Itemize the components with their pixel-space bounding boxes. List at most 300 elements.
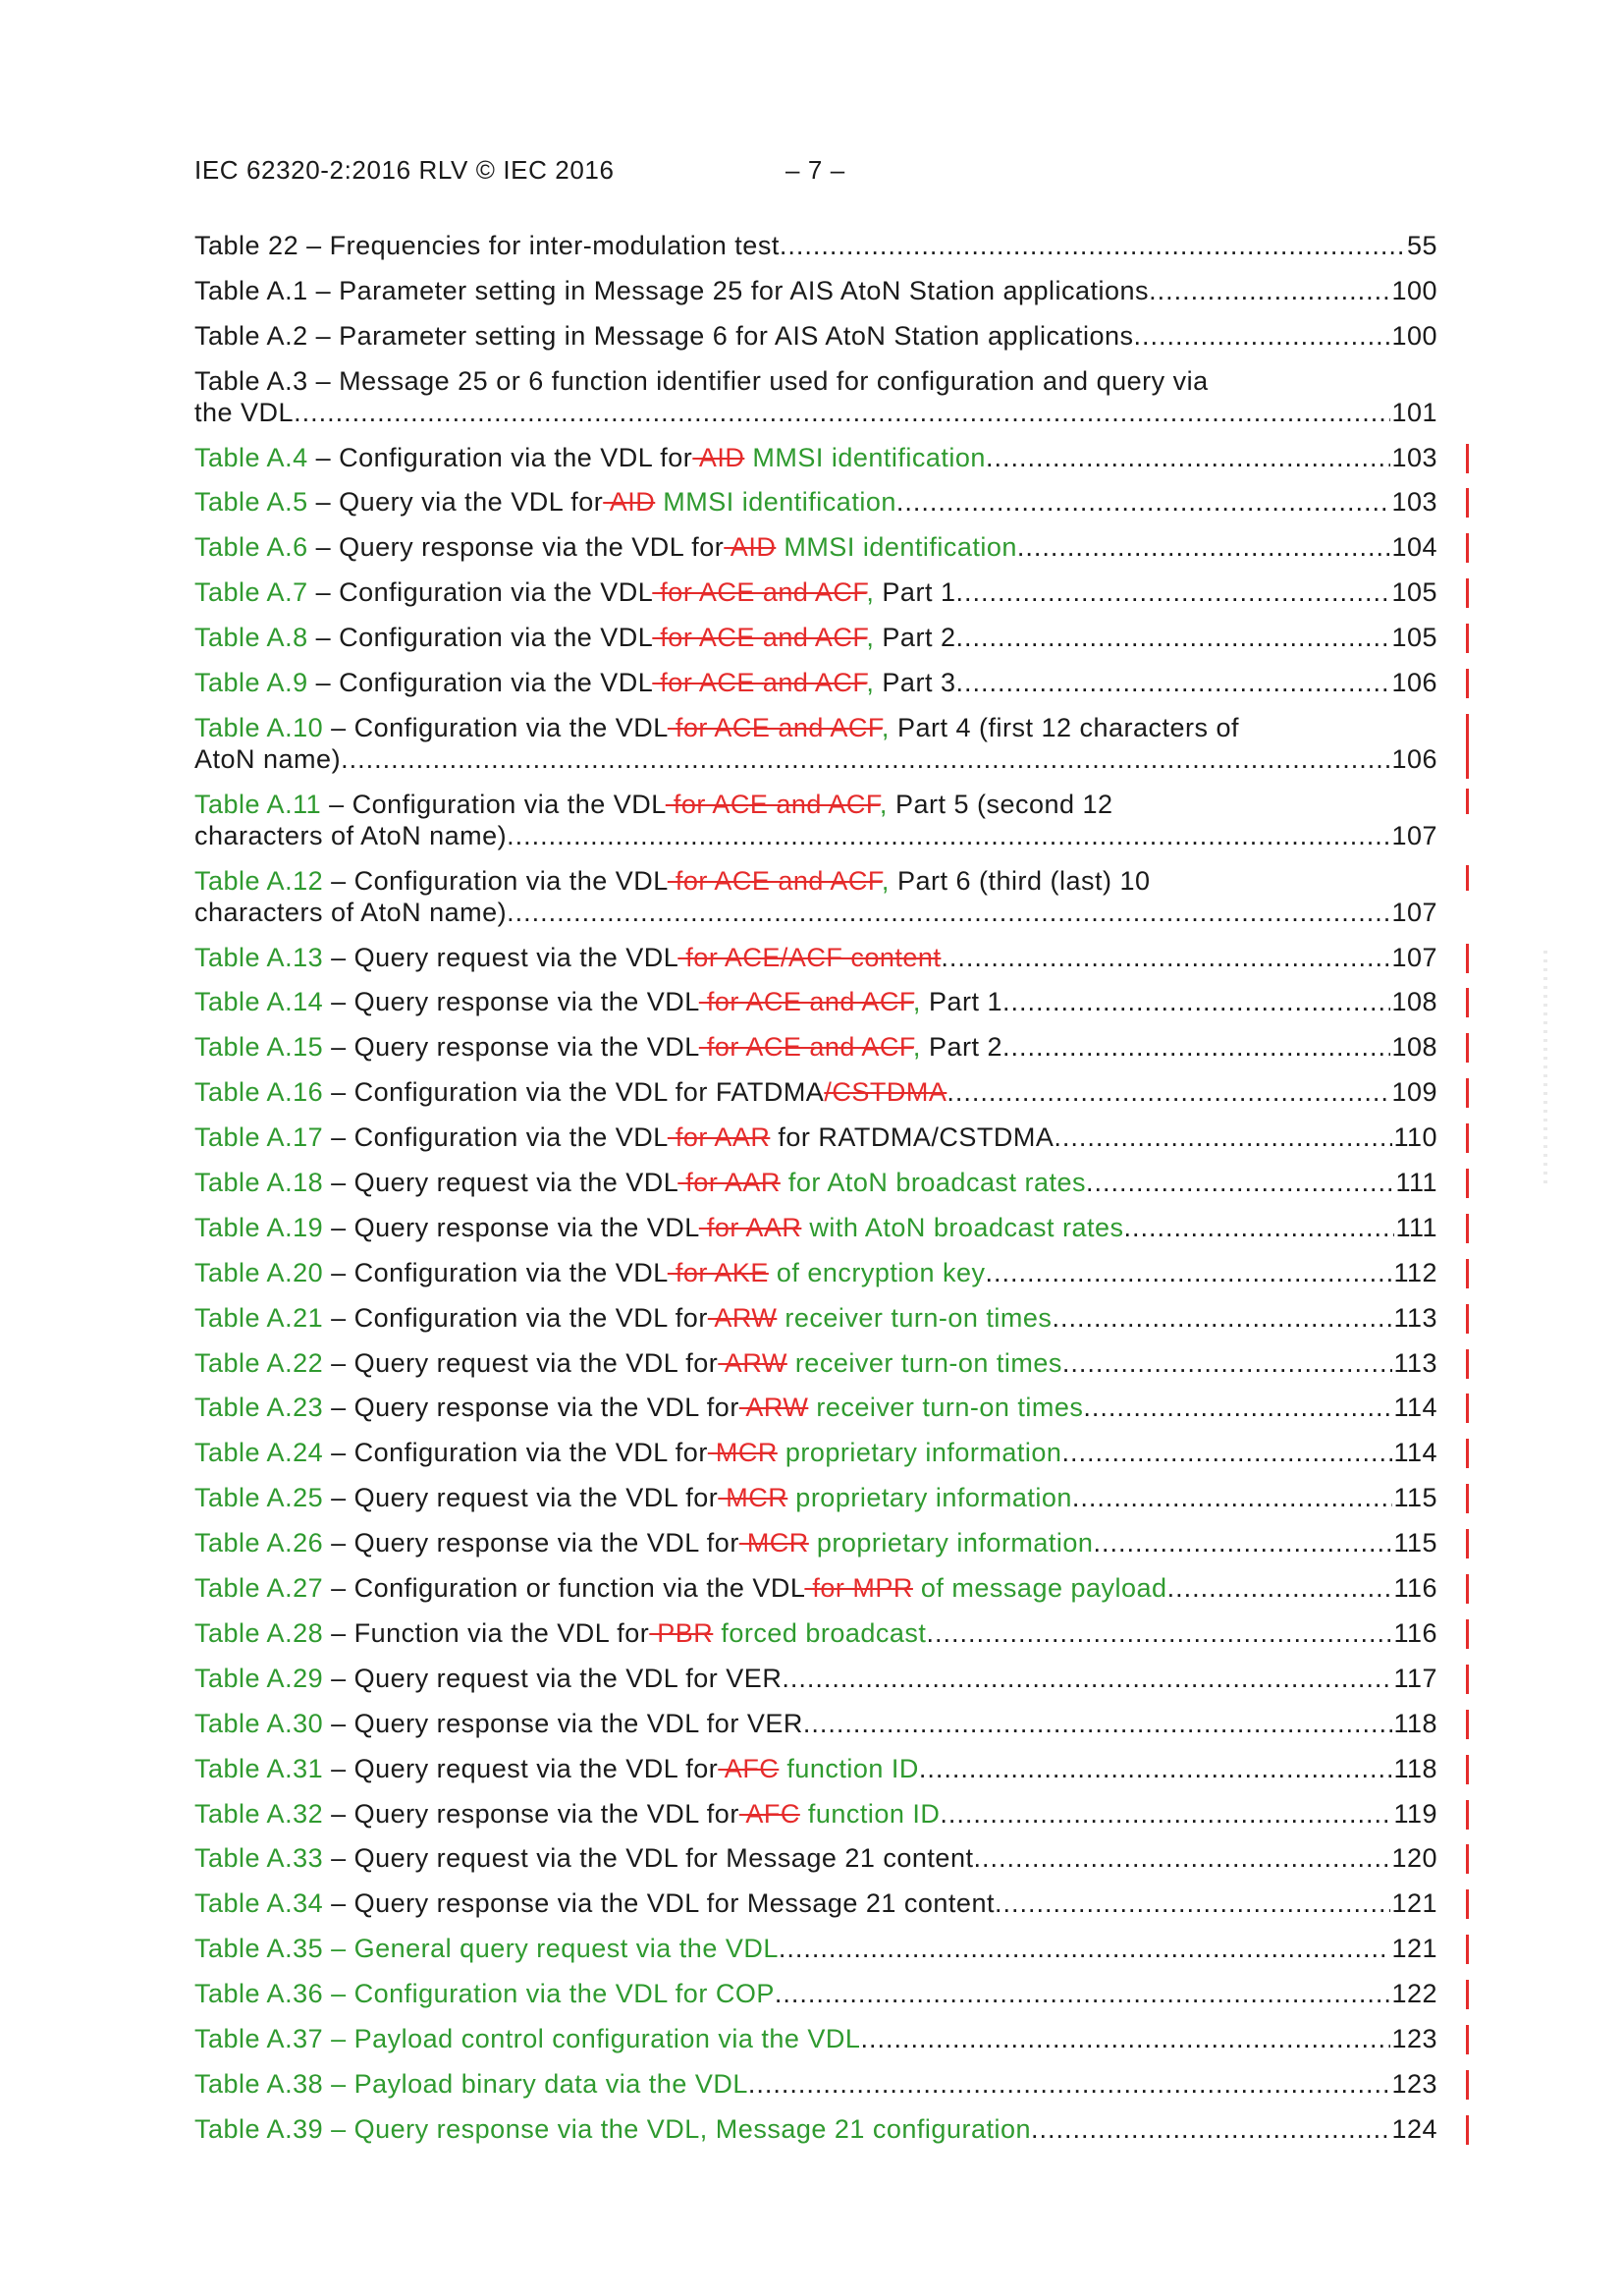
table-number: Table A.32	[194, 1798, 324, 1829]
entry-title	[194, 230, 780, 261]
page-number: 121	[1391, 1934, 1437, 1964]
dot-leader	[995, 1887, 1390, 1919]
dot-leader	[955, 622, 1390, 653]
dot-leader	[748, 2068, 1391, 2100]
entry-text: Part 2	[874, 623, 956, 653]
dot-leader	[779, 1933, 1391, 1964]
page-number: 107	[1391, 897, 1437, 927]
inserted-text: of message payload	[912, 1573, 1167, 1604]
toc-entry[interactable]	[194, 1708, 1437, 1739]
page-number: 115	[1393, 1483, 1437, 1513]
entry-text: – Configuration via the VDL	[321, 789, 666, 819]
toc-entry[interactable]	[194, 1482, 1437, 1513]
entry-title	[194, 622, 955, 653]
entry-text: – Configuration via the VDL	[323, 1257, 668, 1287]
change-bar	[1466, 578, 1469, 608]
page-number: 113	[1393, 1302, 1437, 1333]
entry-title-continuation	[194, 820, 507, 851]
inserted-text: for AtoN broadcast rates	[780, 1168, 1086, 1198]
dot-leader	[341, 743, 1390, 775]
table-number: Table A.9	[194, 668, 308, 698]
toc-entry[interactable]	[194, 1257, 1437, 1288]
page-number: 123	[1391, 2023, 1437, 2053]
dot-leader	[1134, 320, 1391, 352]
toc-entry[interactable]	[194, 2023, 1437, 2054]
dot-leader	[507, 820, 1390, 851]
entry-first-line	[194, 865, 1437, 897]
entry-line	[194, 576, 1437, 608]
entry-title	[194, 2068, 748, 2100]
entry-line	[194, 531, 1437, 563]
toc-entry[interactable]	[194, 789, 1437, 851]
dot-leader	[780, 230, 1406, 261]
table-number: Table A.18	[194, 1168, 324, 1198]
entry-title	[194, 320, 1134, 352]
page-number: 104	[1391, 532, 1437, 563]
inserted-text: receiver turn-on times	[786, 1347, 1062, 1378]
entry-text: – Function via the VDL for	[323, 1617, 650, 1648]
deleted-text: AFC	[738, 1798, 800, 1829]
entry-line	[194, 1257, 1437, 1288]
entry-text: – Configuration via the VDL for	[307, 442, 693, 472]
table-number: Table A.7	[194, 577, 308, 608]
inserted-text: – General query request via the VDL	[323, 1934, 779, 1964]
entry-line	[194, 1798, 1437, 1830]
inserted-text: MMSI identification	[744, 442, 986, 472]
entry-text: – Query request via the VDL for	[323, 1347, 719, 1378]
page-number: 105	[1391, 577, 1437, 608]
table-number: Table A.4	[194, 442, 308, 472]
toc-entry[interactable]	[194, 1347, 1437, 1379]
page-number: 106	[1391, 668, 1437, 698]
dot-leader	[973, 1842, 1390, 1874]
entry-text: – Query response via the VDL	[323, 1212, 699, 1242]
toc-entry[interactable]	[194, 712, 1437, 775]
dot-leader	[294, 397, 1390, 428]
entry-title	[194, 1482, 1072, 1513]
change-bar	[1466, 988, 1469, 1017]
page-header	[194, 155, 845, 186]
entry-text: – Query request via the VDL for	[323, 1483, 719, 1513]
entry-title-continuation	[194, 897, 507, 928]
dot-leader	[1149, 275, 1390, 306]
deleted-text: for AAR	[667, 1122, 771, 1153]
table-number: Table A.6	[194, 532, 308, 563]
entry-line	[194, 1708, 1437, 1739]
toc-entry[interactable]	[194, 1978, 1437, 2009]
table-number: Table A.22	[194, 1347, 324, 1378]
change-bar	[1466, 1755, 1469, 1784]
deleted-text: for ACE and ACF	[698, 1032, 913, 1063]
change-bar	[1466, 1844, 1469, 1874]
entry-title	[194, 1076, 947, 1108]
deleted-text: for ACE/ACF content	[677, 942, 942, 972]
deleted-text: PBR	[649, 1617, 714, 1648]
table-number: Table A.21	[194, 1302, 324, 1333]
entry-text: Part 5 (second 12	[887, 789, 1113, 819]
inserted-text: proprietary information	[787, 1483, 1072, 1513]
dot-leader	[1061, 1437, 1392, 1468]
dot-leader	[1002, 986, 1390, 1017]
table-number: Table 22	[194, 231, 299, 260]
entry-line	[194, 1887, 1437, 1919]
inserted-text: proprietary information	[777, 1438, 1062, 1468]
entry-title	[194, 1708, 803, 1739]
table-number: Table A.31	[194, 1753, 324, 1783]
inserted-text: forced broadcast	[713, 1617, 927, 1648]
table-number: Table A.29	[194, 1663, 324, 1693]
toc-entry[interactable]	[194, 667, 1437, 698]
toc-entry[interactable]	[194, 2113, 1437, 2145]
deleted-text: AFC	[718, 1753, 780, 1783]
toc-entry[interactable]	[194, 942, 1437, 973]
change-bar	[1466, 488, 1469, 518]
entry-text: characters of AtoN name)	[194, 897, 508, 927]
entry-title	[194, 667, 955, 698]
deleted-text: for MPR	[804, 1573, 913, 1604]
entry-line	[194, 2068, 1437, 2100]
change-bar	[1466, 444, 1469, 473]
table-number: Table A.34	[194, 1888, 324, 1919]
entry-first-line	[194, 365, 1437, 397]
inserted-text: proprietary information	[808, 1528, 1094, 1558]
header-page-number: – 7 –	[785, 155, 845, 185]
change-bar	[1466, 789, 1469, 814]
page-number: 111	[1395, 1168, 1437, 1198]
table-number: Table A.23	[194, 1393, 324, 1423]
page-number: 116	[1393, 1617, 1437, 1648]
page-number: 121	[1391, 1888, 1437, 1919]
dot-leader	[507, 897, 1390, 928]
entry-title	[194, 1437, 1061, 1468]
entry-text: – Configuration via the VDL for	[323, 1438, 708, 1468]
entry-line	[194, 1392, 1437, 1423]
page-number: 112	[1393, 1257, 1437, 1287]
change-bar	[1466, 533, 1469, 563]
change-bar	[1466, 1394, 1469, 1423]
entry-text: – Query request via the VDL for VER	[323, 1663, 783, 1693]
toc-entry[interactable]	[194, 622, 1437, 653]
toc-entry[interactable]	[194, 2068, 1437, 2100]
page-number: 113	[1393, 1347, 1437, 1378]
deleted-text: for ACE and ACF	[698, 987, 913, 1017]
table-number: Table A.26	[194, 1528, 324, 1558]
entry-title-continuation	[194, 743, 341, 775]
deleted-text: for ACE and ACF	[667, 865, 882, 896]
entry-text: – Configuration via the VDL for	[323, 1302, 708, 1333]
entry-title	[194, 1663, 782, 1694]
entry-title	[194, 1887, 995, 1919]
change-bar	[1466, 1574, 1469, 1604]
toc-entry[interactable]	[194, 1663, 1437, 1694]
entry-text: characters of AtoN name)	[194, 820, 508, 850]
table-number: Table A.36	[194, 1979, 324, 2009]
toc-entry[interactable]	[194, 1933, 1437, 1964]
entry-text: – Query response via the VDL for	[323, 1798, 739, 1829]
entry-line	[194, 1663, 1437, 1694]
deleted-text: MCR	[707, 1438, 778, 1468]
toc-entry[interactable]	[194, 1617, 1437, 1649]
dot-leader	[1124, 1212, 1395, 1243]
inserted-text: – Configuration via the VDL for COP	[323, 1979, 775, 2009]
deleted-text: AID	[724, 532, 777, 563]
dot-leader	[1052, 1302, 1392, 1334]
entry-text: – Query response via the VDL for	[307, 532, 725, 563]
entry-text: – Query response via the VDL for	[323, 1393, 739, 1423]
dot-leader	[947, 1076, 1390, 1108]
dot-leader	[896, 486, 1391, 518]
entry-line	[194, 1842, 1437, 1874]
table-number: Table A.15	[194, 1032, 324, 1063]
dot-leader	[955, 576, 1390, 608]
toc-entry[interactable]	[194, 531, 1437, 563]
entry-title	[194, 1167, 1086, 1198]
entry-text: Part 4 (first 12 characters of	[889, 712, 1240, 742]
entry-line	[194, 1753, 1437, 1784]
entry-title	[194, 442, 986, 473]
change-bar	[1466, 1033, 1469, 1063]
entry-first-line	[194, 789, 1437, 820]
entry-line	[194, 1076, 1437, 1108]
entry-title	[194, 1212, 1124, 1243]
dot-leader	[926, 1617, 1392, 1649]
entry-first-line	[194, 712, 1437, 743]
dot-leader	[1072, 1482, 1393, 1513]
entry-title	[194, 1572, 1167, 1604]
deleted-text: AID	[603, 487, 656, 518]
entry-title	[194, 486, 896, 518]
entry-text: AtoN name)	[194, 743, 342, 774]
entry-line	[194, 1167, 1437, 1198]
inserted-text: with AtoN broadcast rates	[801, 1212, 1124, 1242]
table-number: Table A.8	[194, 623, 308, 653]
entry-line	[194, 1031, 1437, 1063]
inserted-text: receiver turn-on times	[808, 1393, 1084, 1423]
change-bar	[1466, 1800, 1469, 1830]
table-number: Table A.16	[194, 1077, 324, 1108]
entry-line	[194, 1978, 1437, 2009]
dot-leader	[955, 667, 1390, 698]
dot-leader	[941, 942, 1390, 973]
entry-title	[194, 2113, 1031, 2145]
table-number: Table A.28	[194, 1617, 324, 1648]
page-number: 103	[1391, 442, 1437, 472]
toc-entry[interactable]	[194, 1527, 1437, 1558]
entry-title	[194, 1392, 1083, 1423]
entry-title	[194, 1347, 1062, 1379]
table-number: Table A.27	[194, 1573, 324, 1604]
inserted-text: MMSI identification	[776, 532, 1017, 563]
entry-line	[194, 1933, 1437, 1964]
entry-title	[194, 275, 1149, 306]
entry-text: – Parameter setting in Message 25 for AIS AtoN Station applications	[307, 275, 1150, 305]
toc-entry[interactable]	[194, 1167, 1437, 1198]
table-number: Table A.11	[194, 789, 322, 819]
deleted-text: for AAR	[698, 1212, 802, 1242]
table-number: Table A.12	[194, 865, 324, 896]
entry-text: – Configuration via the VDL	[307, 577, 653, 608]
deleted-text: ARW	[707, 1302, 778, 1333]
entry-line	[194, 2023, 1437, 2054]
page-number: 123	[1391, 2068, 1437, 2099]
inserted-text: receiver turn-on times	[777, 1302, 1053, 1333]
page-number: 114	[1393, 1393, 1437, 1423]
entry-text: Part 1	[920, 987, 1002, 1017]
page-number: 109	[1391, 1077, 1437, 1108]
dot-leader	[803, 1708, 1393, 1739]
entry-line	[194, 320, 1437, 352]
inserted-text: – Query response via the VDL, Message 21 configuration	[323, 2113, 1032, 2144]
change-bar	[1466, 624, 1469, 653]
entry-text: – Query response via the VDL for VER	[323, 1708, 803, 1738]
entry-line	[194, 1572, 1437, 1604]
page-number: 118	[1393, 1708, 1437, 1738]
toc-entry[interactable]	[194, 1437, 1437, 1468]
page-number: 106	[1391, 743, 1437, 774]
inserted-text: function ID	[779, 1753, 919, 1783]
entry-line	[194, 1347, 1437, 1379]
toc-entry[interactable]	[194, 1212, 1437, 1243]
toc-entry[interactable]	[194, 486, 1437, 518]
entry-text: – Query request via the VDL for Message 21 content	[323, 1843, 974, 1874]
deleted-text: for ACE and ACF	[665, 789, 880, 819]
page-number: 101	[1391, 397, 1437, 427]
dot-leader	[1167, 1572, 1393, 1604]
inserted-text: – Payload control configuration via the VDL	[323, 2023, 861, 2053]
entry-line	[194, 442, 1437, 473]
page-number: 103	[1391, 487, 1437, 518]
entry-line	[194, 1121, 1437, 1153]
entry-line	[194, 1482, 1437, 1513]
entry-text: – Query request via the VDL	[323, 1168, 678, 1198]
toc-entry[interactable]	[194, 1753, 1437, 1784]
toc-entry[interactable]	[194, 320, 1437, 352]
entry-last-line	[194, 820, 1437, 851]
entry-title	[194, 2023, 860, 2054]
change-bar	[1466, 944, 1469, 973]
entry-title	[194, 576, 955, 608]
toc-entry[interactable]	[194, 365, 1437, 428]
change-bar	[1466, 1889, 1469, 1919]
toc-entry[interactable]	[194, 986, 1437, 1017]
change-bar	[1466, 1619, 1469, 1649]
toc-entry[interactable]	[194, 576, 1437, 608]
toc-entry[interactable]	[194, 1392, 1437, 1423]
entry-title	[194, 1978, 775, 2009]
entry-line	[194, 622, 1437, 653]
entry-title	[194, 1121, 1054, 1153]
dot-leader	[1031, 2113, 1390, 2145]
change-bar	[1466, 1935, 1469, 1964]
page-number: 120	[1391, 1843, 1437, 1874]
toc-entry[interactable]	[194, 1572, 1437, 1604]
inserted-text: ,	[866, 577, 875, 608]
toc-entry[interactable]	[194, 1887, 1437, 1919]
table-number: Table A.38	[194, 2068, 324, 2099]
entry-text: for RATDMA/CSTDMA	[770, 1122, 1055, 1153]
table-number: Table A.33	[194, 1843, 324, 1874]
page-number: 55	[1406, 231, 1437, 260]
page-number: 110	[1393, 1122, 1437, 1153]
toc-entry[interactable]	[194, 1842, 1437, 1874]
change-bar	[1466, 2070, 1469, 2100]
entry-text: – Query response via the VDL for Message 21 content	[323, 1888, 995, 1919]
deleted-text: for ACE and ACF	[667, 712, 882, 742]
change-bar	[1466, 1169, 1469, 1198]
entry-line	[194, 942, 1437, 973]
entry-text: – Query response via the VDL for	[323, 1528, 739, 1558]
inserted-text: MMSI identification	[655, 487, 896, 518]
change-bar	[1466, 1710, 1469, 1739]
entry-text: – Configuration via the VDL	[323, 865, 668, 896]
entry-text: – Configuration via the VDL	[307, 623, 653, 653]
entry-title-continuation	[194, 397, 294, 428]
entry-title	[194, 1617, 926, 1649]
page-number: 107	[1391, 942, 1437, 972]
entry-text: – Query request via the VDL for	[323, 1753, 719, 1783]
page-number: 124	[1391, 2113, 1437, 2144]
entry-title	[194, 1302, 1052, 1334]
page-number: 116	[1393, 1573, 1437, 1604]
dot-leader	[1083, 1392, 1392, 1423]
deleted-text: MCR	[718, 1483, 788, 1513]
toc-entry[interactable]	[194, 442, 1437, 473]
entry-line	[194, 1212, 1437, 1243]
entry-last-line	[194, 897, 1437, 928]
change-bar	[1466, 2115, 1469, 2145]
table-number: Table A.2	[194, 320, 308, 351]
change-bar	[1466, 1123, 1469, 1153]
toc-entry[interactable]	[194, 1121, 1437, 1153]
entry-text: – Query request via the VDL	[323, 942, 678, 972]
deleted-text: for ACE and ACF	[652, 623, 867, 653]
page-number: 108	[1391, 1032, 1437, 1063]
entry-title	[194, 1031, 1002, 1063]
deleted-text: for AAR	[677, 1168, 781, 1198]
table-number: Table A.19	[194, 1212, 324, 1242]
table-number: Table A.13	[194, 942, 324, 972]
table-number: Table A.37	[194, 2023, 324, 2053]
page-number: 115	[1393, 1528, 1437, 1558]
entry-title	[194, 531, 1017, 563]
page-number: 119	[1393, 1798, 1437, 1829]
entry-text: – Parameter setting in Message 6 for AIS AtoN Station applications	[307, 320, 1134, 351]
page-number: 118	[1393, 1753, 1437, 1783]
toc-entry[interactable]	[194, 1798, 1437, 1830]
entry-line	[194, 230, 1437, 261]
table-number: Table A.5	[194, 487, 308, 518]
entry-line	[194, 275, 1437, 306]
dot-leader	[1002, 1031, 1390, 1063]
page-number: 105	[1391, 623, 1437, 653]
entry-text: Part 2	[920, 1032, 1002, 1063]
toc-entry[interactable]	[194, 1302, 1437, 1334]
toc-entry[interactable]	[194, 1031, 1437, 1063]
table-number: Table A.10	[194, 712, 324, 742]
dot-leader	[782, 1663, 1392, 1694]
entry-title	[194, 1257, 986, 1288]
table-number: Table A.17	[194, 1122, 324, 1153]
deleted-text: ARW	[718, 1347, 787, 1378]
toc-entry[interactable]	[194, 1076, 1437, 1108]
toc-entry[interactable]	[194, 865, 1437, 928]
inserted-text: of encryption key	[768, 1257, 986, 1287]
toc-entry[interactable]	[194, 230, 1437, 261]
page-number: 100	[1391, 320, 1437, 351]
toc-entry[interactable]	[194, 275, 1437, 306]
table-number: Table A.35	[194, 1934, 324, 1964]
entry-line	[194, 2113, 1437, 2145]
